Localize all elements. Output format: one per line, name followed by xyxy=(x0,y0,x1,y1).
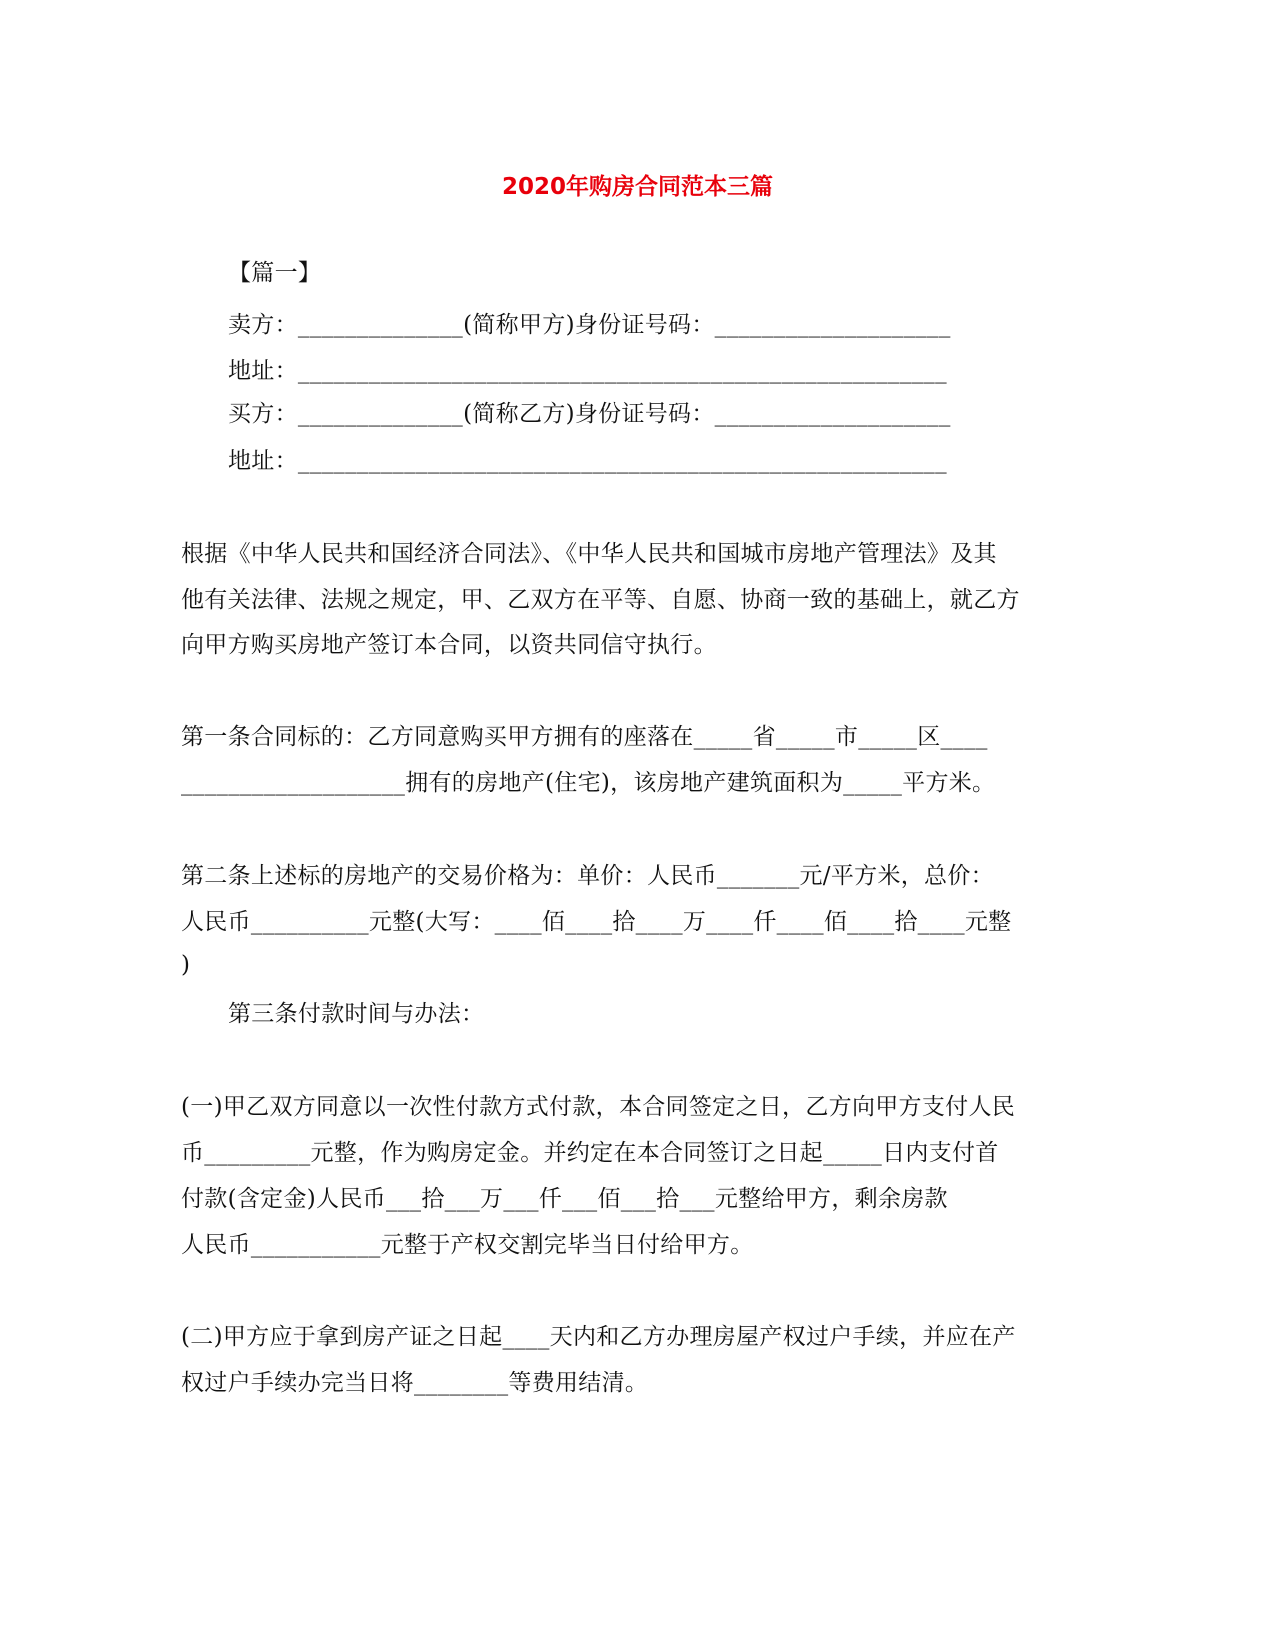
article1-line: ___________________拥有的房地产(住宅)，该房地产建筑面积为_____平方米。 xyxy=(181,770,996,796)
article3-heading: 第三条付款时间与办法： xyxy=(228,1001,485,1027)
preamble-line: 根据《中华人民共和国经济合同法》、《中华人民共和国城市房地产管理法》及其 xyxy=(181,541,997,567)
buyer-address-line: 地址：_______________________________________________________ xyxy=(228,448,947,474)
seller-address-line: 地址：_______________________________________________________ xyxy=(228,358,947,384)
article3-item1-line: 人民币___________元整于产权交割完毕当日付给甲方。 xyxy=(181,1232,754,1258)
article1-line: 第一条合同标的：乙方同意购买甲方拥有的座落在_____省_____市_____区____ xyxy=(181,724,988,750)
section-heading: 【篇一】 xyxy=(228,260,322,286)
preamble-line: 他有关法律、法规之规定，甲、乙双方在平等、自愿、协商一致的基础上，就乙方 xyxy=(181,587,1020,613)
buyer-line: 买方：______________(简称乙方)身份证号码：____________________ xyxy=(228,401,951,427)
article3-item1-line: 付款(含定金)人民币___拾___万___仟___佰___拾___元整给甲方，剩余房款 xyxy=(181,1186,948,1212)
article3-item1-line: 币_________元整，作为购房定金。并约定在本合同签订之日起_____日内支付首 xyxy=(181,1140,999,1166)
article2-line: 第二条上述标的房地产的交易价格为：单价：人民币_______元/平方米，总价： xyxy=(181,863,994,889)
article3-item2-line: 权过户手续办完当日将________等费用结清。 xyxy=(181,1370,649,1396)
article3-item1-line: (一)甲乙双方同意以一次性付款方式付款，本合同签定之日，乙方向甲方支付人民 xyxy=(181,1094,1016,1120)
preamble-line: 向甲方购买房地产签订本合同，以资共同信守执行。 xyxy=(181,632,717,658)
article3-item2-line: (二)甲方应于拿到房产证之日起____天内和乙方办理房屋产权过户手续，并应在产 xyxy=(181,1324,1016,1350)
article2-line: ) xyxy=(181,952,191,978)
seller-line: 卖方：______________(简称甲方)身份证号码：____________________ xyxy=(228,312,951,338)
article2-line: 人民币__________元整(大写：____佰____拾____万____仟____佰____拾____元整 xyxy=(181,909,1012,935)
document-title: 2020年购房合同范本三篇 xyxy=(501,174,773,200)
